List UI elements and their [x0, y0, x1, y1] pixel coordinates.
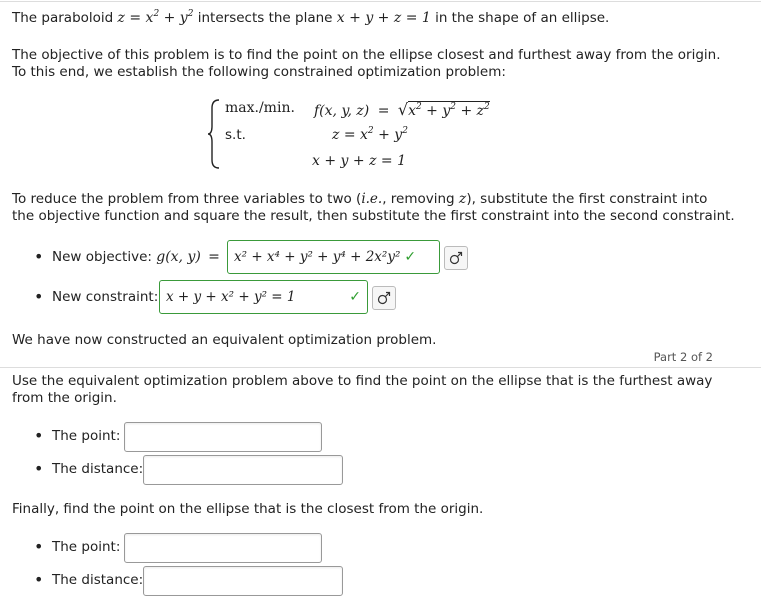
closest-distance-input-box	[143, 566, 343, 596]
constraint-2: x + y + z = 1	[312, 153, 406, 169]
top-divider	[0, 1, 761, 2]
point-label: The point:	[52, 539, 121, 555]
furthest-point-input[interactable]	[125, 423, 321, 451]
distance-label: The distance:	[52, 461, 144, 477]
closest-prompt: Finally, find the point on the ellipse that is the closest from the origin.	[12, 501, 484, 517]
max-min-label: max./min.	[225, 100, 295, 116]
furthest-distance-input[interactable]	[144, 456, 342, 484]
furthest-point-input-box	[124, 422, 322, 452]
check-icon: ✓	[349, 289, 361, 305]
new-objective-answer-field[interactable]	[227, 240, 440, 274]
furthest-distance-input-box	[143, 455, 343, 485]
st-label: s.t.	[225, 127, 246, 143]
check-icon: ✓	[404, 249, 417, 265]
new-constraint-answer: x + y + x² + y² = 1	[166, 289, 296, 305]
optimization-system	[207, 96, 527, 174]
bullet: •	[34, 537, 44, 556]
left-brace-icon	[207, 98, 221, 170]
objective-text: The objective of this problem is to find the point on the ellipse closest and furthest away from the origin. To this end, we establish the following constrained optimization problem:	[12, 47, 721, 80]
bullet: •	[34, 570, 44, 589]
intro-text: The paraboloid $z = x^2 + y^2$ intersects the plane x + y + z = 1 in the shape of an ellipse.	[12, 9, 610, 26]
constraint-1: $z = x^2 + y^2$	[332, 126, 408, 143]
part2-prompt: Use the equivalent optimization problem above to find the point on the ellipse that is the furthest away from the origin.	[12, 373, 713, 406]
objective-function: f(x, y, $z) = √x^2 + y^2 + z^2$	[314, 100, 490, 119]
part-label: Part 2 of 2	[653, 350, 713, 364]
new-constraint-answer-field[interactable]	[159, 280, 368, 314]
equation-editor-button[interactable]	[444, 246, 468, 270]
closest-point-input[interactable]	[125, 534, 321, 562]
constructed-text: We have now constructed an equivalent optimization problem.	[12, 332, 437, 348]
equation-editor-button[interactable]	[372, 286, 396, 310]
closest-distance-input[interactable]	[144, 567, 342, 595]
distance-label: The distance:	[52, 572, 144, 588]
bullet: •	[34, 247, 44, 266]
gender-symbol-icon	[449, 251, 463, 265]
bullet: •	[34, 287, 44, 306]
gender-symbol-icon	[377, 291, 391, 305]
bullet: •	[34, 459, 44, 478]
closest-point-input-box	[124, 533, 322, 563]
new-objective-answer: x² + x⁴ + y² + y⁴ + 2x²y²	[234, 249, 401, 265]
reduce-text: To reduce the problem from three variables to two (i.e., removing z), substitute the first constraint into the objective function and square the result, then substitute the first constraint into the second constraint.	[12, 191, 735, 224]
part-divider	[0, 367, 761, 368]
bullet: •	[34, 426, 44, 445]
point-label: The point:	[52, 428, 121, 444]
new-objective-label: New objective: g(x, y) =	[52, 249, 220, 265]
new-constraint-label: New constraint:	[52, 289, 159, 305]
